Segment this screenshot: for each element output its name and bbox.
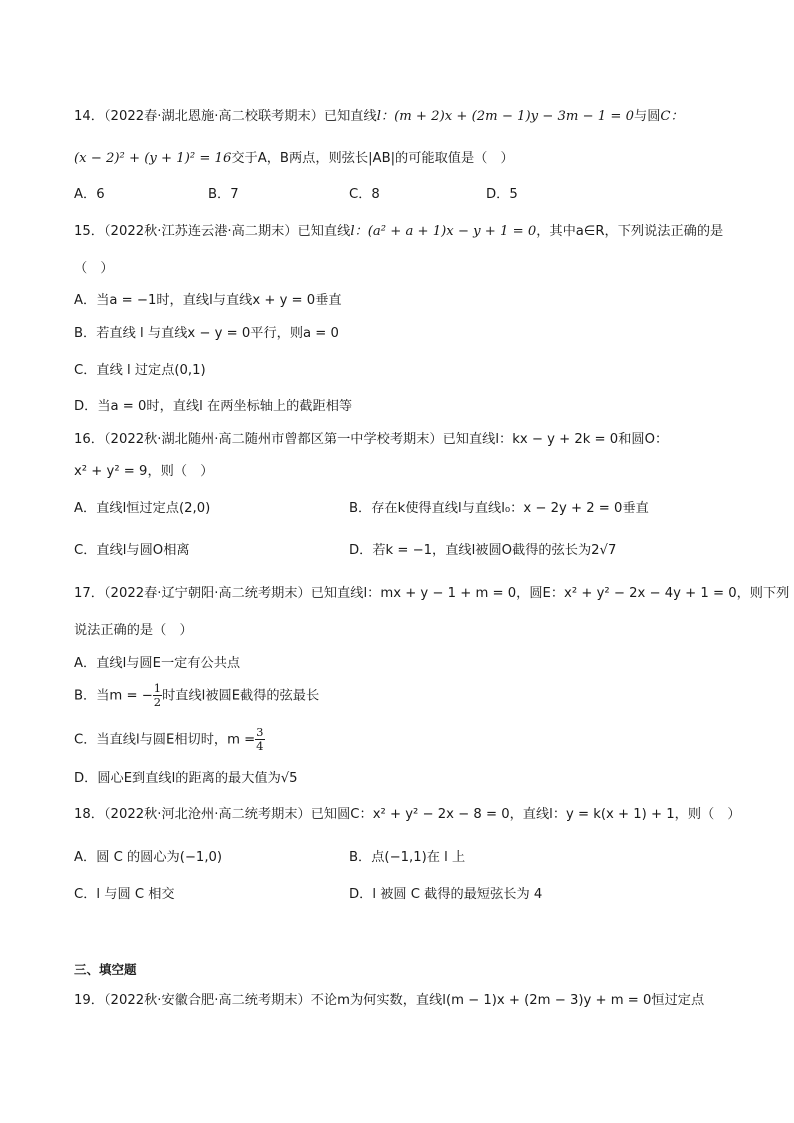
fraction-numerator: 3 xyxy=(256,725,264,739)
q14-circle-equation: (x − 2)² + (y + 1)² = 16 xyxy=(74,151,232,166)
q15-line-equation: l：(a² + a + 1)x − y + 1 = 0 xyxy=(350,224,537,239)
q18-stem-line1: 18．（2022秋·河北沧州·高二统考期末）已知圆C：x² + y² − 2x − 8 = 0，直线l：y = k(x + 1) + 1，则（ ） xyxy=(74,807,741,822)
q17-option-a[interactable]: A．直线l与圆E一定有公共点 xyxy=(74,656,241,671)
q18-option-d[interactable]: D．l 被圆 C 截得的最短弦长为 4 xyxy=(349,887,543,902)
q15-option-d[interactable]: D．当a = 0时，直线l 在两坐标轴上的截距相等 xyxy=(74,399,353,414)
q17-option-d[interactable]: D．圆心E到直线l的距离的最大值为√5 xyxy=(74,771,298,786)
q14-circle-label: C： xyxy=(660,109,684,124)
q17-stem-line1: 17．（2022春·辽宁朝阳·高二统考期末）已知直线l：mx + y − 1 + m = 0，圆E：x² + y² − 2x − 4y + 1 = 0，则下列 xyxy=(74,586,790,601)
fraction-numerator: 1 xyxy=(153,681,162,695)
q15-option-c[interactable]: C．直线 l 过定点(0,1) xyxy=(74,363,206,378)
q15-stem-line2: （ ） xyxy=(74,261,114,276)
q14-option-c[interactable]: C．8 xyxy=(349,187,380,202)
q18-option-b[interactable]: B．点(−1,1)在 l 上 xyxy=(349,850,466,865)
q19-stem-line1: 19．（2022秋·安徽合肥·高二统考期末）不论m为何实数，直线l(m − 1)x + (2m − 3)y + m = 0恒过定点 xyxy=(74,993,705,1008)
q17-option-b-fraction xyxy=(153,682,162,709)
q15-question: ，其中a∈R，下列说法正确的是 xyxy=(536,224,724,239)
q17-option-c-pre: C．当直线l与圆E相切时，m = xyxy=(74,732,256,748)
q14-option-d[interactable]: D．5 xyxy=(486,187,518,202)
q17-option-b-pre: B．当m = − xyxy=(74,688,153,704)
q14-line-equation: l：(m + 2)x + (2m − 1)y − 3m − 1 = 0 xyxy=(376,109,635,124)
q14-option-b[interactable]: B．7 xyxy=(208,187,239,202)
q17-option-b-post: 时直线l被圆E截得的弦最长 xyxy=(162,688,320,704)
q14-stem-line2 xyxy=(74,150,514,168)
q14-connector: 与圆 xyxy=(634,109,661,124)
q17-option-c-fraction xyxy=(255,726,264,753)
q14-option-a[interactable]: A．6 xyxy=(74,187,105,202)
q18-option-c[interactable]: C．l 与圆 C 相交 xyxy=(74,887,175,902)
fraction-denominator: 2 xyxy=(153,695,162,709)
q18-option-a[interactable]: A．圆 C 的圆心为(−1,0) xyxy=(74,850,223,865)
q16-option-d[interactable]: D．若k = −1，直线l被圆O截得的弦长为2√7 xyxy=(349,543,617,558)
q15-stem-line1 xyxy=(74,223,723,241)
q16-stem-line1: 16．（2022秋·湖北随州·高二随州市曾都区第一中学校考期末）已知直线l：kx − y + 2k = 0和圆O： xyxy=(74,432,669,447)
q17-stem-line2: 说法正确的是（ ） xyxy=(74,623,193,638)
section-title-fill-in: 三、填空题 xyxy=(74,962,137,977)
q17-option-b[interactable] xyxy=(74,682,319,711)
q16-option-b[interactable]: B．存在k使得直线l与直线l₀：x − 2y + 2 = 0垂直 xyxy=(349,501,649,516)
q16-option-a[interactable]: A．直线l恒过定点(2,0) xyxy=(74,501,211,516)
q15-option-b[interactable]: B．若直线 l 与直线x − y = 0平行，则a = 0 xyxy=(74,326,339,341)
q15-source: 15．（2022秋·江苏连云港·高二期末）已知直线 xyxy=(74,224,351,239)
q14-stem-line1 xyxy=(74,108,684,126)
q17-option-c[interactable] xyxy=(74,726,265,755)
fraction-denominator: 4 xyxy=(256,739,264,753)
q15-option-a[interactable]: A．当a = −1时，直线l与直线x + y = 0垂直 xyxy=(74,293,342,308)
q14-source: 14．（2022春·湖北恩施·高二校联考期末）已知直线 xyxy=(74,109,377,124)
q14-question: 交于A，B两点，则弦长|AB|的可能取值是（ ） xyxy=(231,151,514,166)
q16-stem-line2: x² + y² = 9，则（ ） xyxy=(74,464,214,479)
q16-option-c[interactable]: C．直线l与圆O相离 xyxy=(74,543,190,558)
